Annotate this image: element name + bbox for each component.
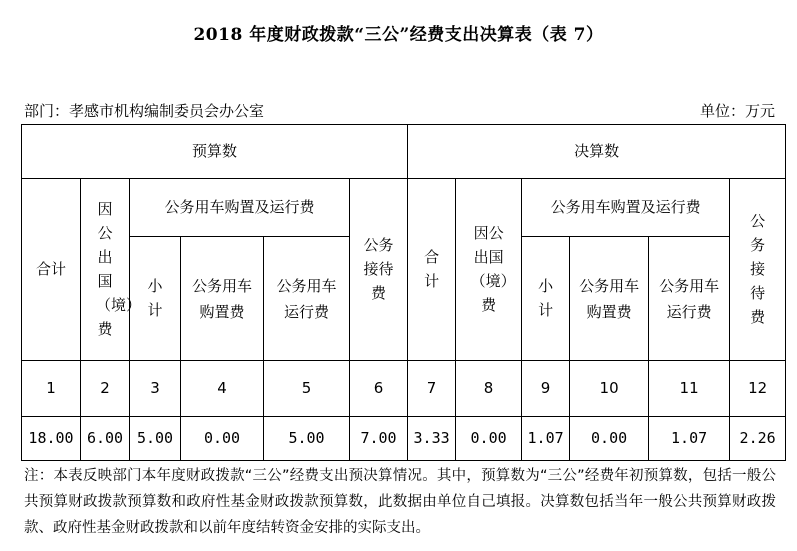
budget-vehicle-purchase-header: [181, 237, 264, 361]
column-number: 3: [130, 361, 181, 417]
budget-abroad-label: 因公出国（境）费: [96, 200, 142, 338]
final-group-header: 决算数: [408, 125, 786, 179]
budget-abroad-header: [81, 179, 142, 361]
final-vehicle-operation-label: 公务用车运行费: [659, 276, 720, 321]
department-label: 部门：孝感市机构编制委员会办公室: [24, 102, 265, 120]
value-final-reception: 2.26: [730, 417, 786, 461]
unit-label: 单位：万元: [699, 102, 775, 120]
final-vehicle-purchase-header: [570, 237, 649, 361]
column-number: 10: [570, 361, 649, 417]
final-reception-label: 公务接待费: [750, 212, 766, 326]
final-subtotal-label: 小计: [538, 277, 554, 319]
column-number: 1: [22, 361, 81, 417]
budget-vehicle-group-header: 公务用车购置及运行费: [130, 179, 350, 237]
value-budget-abroad: 6.00: [81, 417, 130, 461]
budget-group-header: 预算数: [22, 125, 408, 179]
three-public-expenses-table: [21, 124, 786, 461]
column-number: 5: [264, 361, 350, 417]
report-title: 2018 年度财政拨款“三公”经费支出决算表（表 7）: [193, 25, 604, 45]
column-number: 4: [181, 361, 264, 417]
final-subtotal-header: [522, 237, 570, 361]
final-total-label: 合计: [424, 248, 440, 290]
budget-vehicle-purchase-label: 公务用车购置费: [191, 276, 252, 321]
value-final-vehicle-operation: 1.07: [649, 417, 730, 461]
column-number: 11: [649, 361, 730, 417]
value-budget-reception: 7.00: [350, 417, 408, 461]
final-abroad-label: 因公出国（境）费: [470, 224, 516, 314]
value-budget-total: 18.00: [22, 417, 81, 461]
column-number-row: [22, 361, 786, 417]
budget-total-header: 合计: [22, 179, 81, 361]
final-reception-header: [730, 179, 786, 361]
footnote: 注：本表反映部门本年度财政拨款“三公”经费支出预决算情况。其中，预算数为“三公”经费年初预算数，包括一般公共预算财政拨款预算数和政府性基金财政拨款预算数，此数据由单位自己填报。决算数包括当年一般公共预算财政拨款、政府性基金财政拨款和以前年度结转资金安排的实际支出。: [24, 468, 776, 536]
value-budget-vehicle-operation: 5.00: [264, 417, 350, 461]
final-abroad-header: [456, 179, 522, 361]
value-final-abroad: 0.00: [456, 417, 522, 461]
budget-subtotal-label: 小计: [147, 277, 163, 319]
budget-reception-header: [350, 179, 408, 361]
final-vehicle-group-header: 公务用车购置及运行费: [522, 179, 730, 237]
values-row: [22, 417, 786, 461]
value-budget-subtotal: 5.00: [130, 417, 181, 461]
column-number: 2: [81, 361, 130, 417]
final-vehicle-operation-header: [649, 237, 730, 361]
budget-vehicle-operation-label: 公务用车运行费: [276, 276, 337, 321]
column-number: 12: [730, 361, 786, 417]
column-number: 6: [350, 361, 408, 417]
column-number: 9: [522, 361, 570, 417]
value-final-subtotal: 1.07: [522, 417, 570, 461]
column-number: 7: [408, 361, 456, 417]
value-final-vehicle-purchase: 0.00: [570, 417, 649, 461]
column-number: 8: [456, 361, 522, 417]
final-total-header: [408, 179, 456, 361]
value-budget-vehicle-purchase: 0.00: [181, 417, 264, 461]
value-final-total: 3.33: [408, 417, 456, 461]
budget-vehicle-operation-header: [264, 237, 350, 361]
final-vehicle-purchase-label: 公务用车购置费: [579, 276, 640, 321]
budget-reception-label: 公务接待费: [363, 236, 394, 302]
